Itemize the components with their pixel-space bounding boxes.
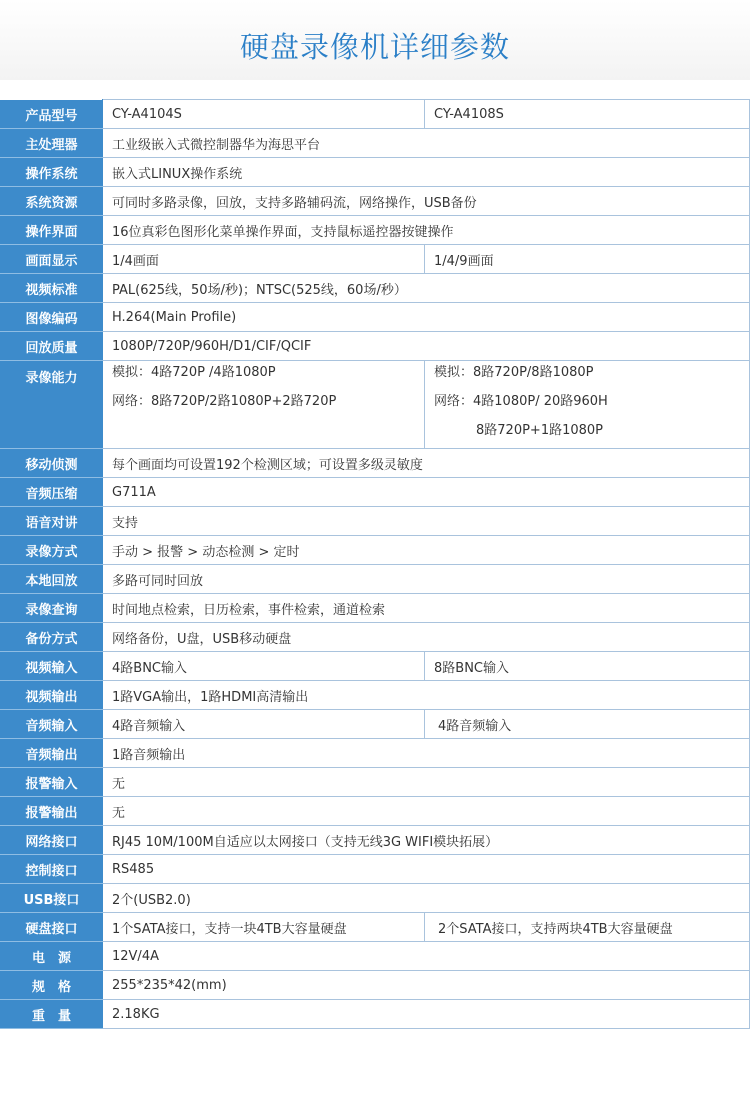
row-value: 手动 > 报警 > 动态检测 > 定时 [103,536,750,565]
table-row [1,129,750,158]
row-value: 255*235*42(mm) [103,971,750,1000]
table-row [1,449,750,478]
row-value: 多路可同时回放 [103,565,750,594]
table-row [1,478,750,507]
table-row [1,768,750,797]
model-a: CY-A4104S [103,100,425,129]
row-label: 重 量 [1,1000,103,1029]
row-label: 录像方式 [1,536,103,565]
row-label: 视频输入 [1,652,103,681]
row-label: 图像编码 [1,303,103,332]
row-value: RJ45 10M/100M自适应以太网接口（支持无线3G WIFI模块拓展） [103,826,750,855]
spec-table [0,99,750,1029]
table-row [1,1000,750,1029]
row-label: 备份方式 [1,623,103,652]
record-cap-line: 模拟：4路720P /4路1080P [112,365,276,380]
row-value: H.264(Main Profile) [103,303,750,332]
row-label: 规 格 [1,971,103,1000]
row-value: G711A [103,478,750,507]
value-model-a [103,361,425,449]
row-value: 2个(USB2.0) [103,884,750,913]
record-cap-line: 网络：8路720P/2路1080P+2路720P [112,394,337,409]
row-label: 录像能力 [1,361,103,449]
table-row [1,507,750,536]
row-label: 主处理器 [1,129,103,158]
table-row [1,100,750,129]
row-label: 画面显示 [1,245,103,274]
row-value: 每个画面均可设置192个检测区域；可设置多级灵敏度 [103,449,750,478]
row-value: RS485 [103,855,750,884]
row-label: 本地回放 [1,565,103,594]
row-value: 嵌入式LINUX操作系统 [103,158,750,187]
row-value: PAL(625线，50场/秒)；NTSC(525线，60场/秒） [103,274,750,303]
row-value: 16位真彩色图形化菜单操作界面，支持鼠标遥控器按键操作 [103,216,750,245]
row-value: 2.18KG [103,1000,750,1029]
row-label: 音频输出 [1,739,103,768]
table-row [1,942,750,971]
table-row [1,681,750,710]
row-value: 网络备份，U盘，USB移动硬盘 [103,623,750,652]
value-model-b: 2个SATA接口，支持两块4TB大容量硬盘 [425,913,750,942]
row-label: 回放质量 [1,332,103,361]
row-label: 录像查询 [1,594,103,623]
row-value: 1路音频输出 [103,739,750,768]
table-row [1,739,750,768]
row-value: 可同时多路录像，回放，支持多路辅码流，网络操作，USB备份 [103,187,750,216]
table-row [1,536,750,565]
row-label: 电 源 [1,942,103,971]
row-label: 视频标准 [1,274,103,303]
row-label: 操作系统 [1,158,103,187]
model-b: CY-A4108S [425,100,750,129]
row-label: 网络接口 [1,826,103,855]
value-model-b: 4路音频输入 [425,710,750,739]
row-label: 语音对讲 [1,507,103,536]
row-label: 报警输出 [1,797,103,826]
row-value: 无 [103,797,750,826]
row-label: 音频输入 [1,710,103,739]
table-row [1,158,750,187]
table-row [1,710,750,739]
value-model-a: 4路BNC输入 [103,652,425,681]
table-row [1,216,750,245]
record-cap-line: 模拟：8路720P/8路1080P [434,365,594,380]
row-value: 时间地点检索，日历检索，事件检索，通道检索 [103,594,750,623]
table-row [1,623,750,652]
value-model-b: 1/4/9画面 [425,245,750,274]
row-value: 1路VGA输出，1路HDMI高清输出 [103,681,750,710]
table-row [1,565,750,594]
row-value: 工业级嵌入式微控制器华为海思平台 [103,129,750,158]
value-model-a: 1个SATA接口，支持一块4TB大容量硬盘 [103,913,425,942]
page-title: 硬盘录像机详细参数 [239,30,510,64]
table-row [1,826,750,855]
table-row [1,361,750,449]
value-model-b: 8路BNC输入 [425,652,750,681]
row-label: 控制接口 [1,855,103,884]
row-label: USB接口 [1,884,103,913]
row-label: 视频输出 [1,681,103,710]
table-row [1,332,750,361]
row-value: 支持 [103,507,750,536]
record-cap-line: 网络：4路1080P/ 20路960H [434,394,608,409]
row-label: 系统资源 [1,187,103,216]
table-row [1,303,750,332]
row-value: 12V/4A [103,942,750,971]
value-model-a: 1/4画面 [103,245,425,274]
table-row [1,187,750,216]
table-row [1,652,750,681]
row-value: 无 [103,768,750,797]
row-label: 报警输入 [1,768,103,797]
table-row [1,855,750,884]
table-row [1,913,750,942]
row-label: 产品型号 [1,100,103,129]
table-row [1,797,750,826]
value-model-b [425,361,750,449]
row-label: 音频压缩 [1,478,103,507]
table-row [1,274,750,303]
row-label: 移动侦测 [1,449,103,478]
table-row [1,245,750,274]
row-label: 操作界面 [1,216,103,245]
page-header [0,0,750,80]
row-value: 1080P/720P/960H/D1/CIF/QCIF [103,332,750,361]
value-model-a: 4路音频输入 [103,710,425,739]
row-label: 硬盘接口 [1,913,103,942]
table-row [1,594,750,623]
record-cap-line: 8路720P+1路1080P [476,423,604,438]
table-row [1,884,750,913]
table-row [1,971,750,1000]
